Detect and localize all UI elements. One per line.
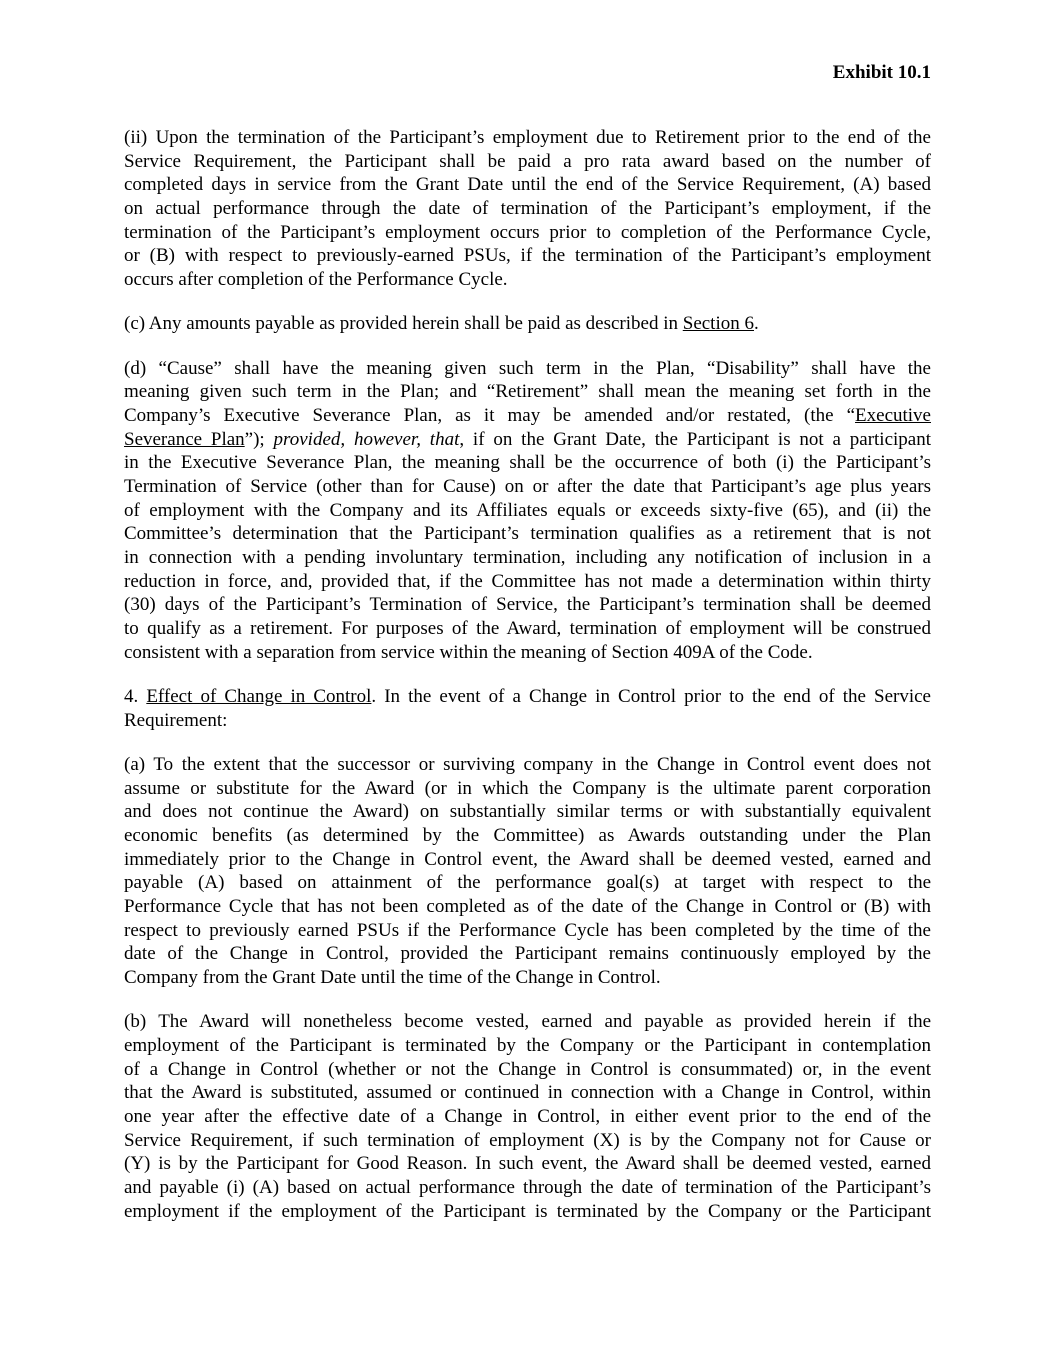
text-line: of a Change in Control (whether or not the Change in Control is consummated) or, in the event [124, 1058, 931, 1080]
text-segment: . [754, 313, 759, 335]
text-line: of employment with the Company and its Affiliates equals or exceeds sixty-five (65), and (ii) the [124, 499, 931, 521]
italic-text: provided, however, that [273, 428, 460, 450]
text-segment: Company’s Executive Severance Plan, as it may be amended and/or restated, (the “ [124, 404, 856, 426]
text-line: respect to previously earned PSUs if the Performance Cycle has been completed by the time of the [124, 919, 931, 941]
text-line: occurs after completion of the Performance Cycle. [124, 269, 508, 291]
text-line [124, 428, 931, 452]
text-line: and payable (i) (A) based on actual performance through the date of termination of the Participant’s [124, 1177, 931, 1198]
text-line: in connection with a pending involuntary termination, including any notification of inclusion in a [124, 547, 931, 568]
text-line: Termination of Service (other than for Cause) on or after the date that Participant’s age plus years [124, 475, 931, 497]
text-line [124, 312, 931, 336]
paragraph-b-termination-after-change [124, 1010, 931, 1223]
text-line: Service Requirement, if such termination of employment (X) is by the Company not for Cause or [124, 1129, 931, 1151]
text-segment: . In the event of a Change in Control prior to the end of the Service [371, 685, 931, 707]
text-line: economic benefits (as determined by the Committee) as Awards outstanding under the Plan [124, 824, 931, 846]
text-line: that the Award is substituted, assumed or continued in connection with a Change in Control, within [124, 1082, 931, 1104]
text-segment: (c) Any amounts payable as provided herein shall be paid as described in [124, 313, 683, 335]
text-line: Company from the Grant Date until the time of the Change in Control. [124, 967, 661, 988]
text-line: in the Executive Severance Plan, the meaning shall be the occurrence of both (i) the Participant’s [124, 452, 931, 474]
text-line: (d) “Cause” shall have the meaning given such term in the Plan, “Disability” shall have the [124, 357, 931, 379]
text-line: one year after the effective date of a Change in Control, in either event prior to the end of the [124, 1105, 931, 1127]
text-line: (Y) is by the Participant for Good Reason. In such event, the Award shall be deemed vested, earned [124, 1153, 931, 1175]
text-line: (b) The Award will nonetheless become vested, earned and payable as provided herein if the [124, 1011, 931, 1033]
underlined-reference: Effect of Change in Control [146, 685, 372, 707]
text-line: (a) To the extent that the successor or surviving company in the Change in Control event does not [124, 753, 931, 775]
paragraph-a-not-assumed [124, 753, 931, 990]
text-line: consistent with a separation from service within the meaning of Section 409A of the Code. [124, 641, 813, 663]
text-line: (ii) Upon the termination of the Participant’s employment due to Retirement prior to the end of the [124, 127, 931, 148]
text-line: (30) days of the Participant’s Termination of Service, the Participant’s termination shall be deemed [124, 594, 931, 616]
text-line: assume or substitute for the Award (or in which the Company is the ultimate parent corporation [124, 777, 931, 799]
text-line: employment of the Participant is terminated by the Company or the Participant in contemplation [124, 1034, 931, 1056]
text-line: or (B) with respect to previously-earned PSUs, if the termination of the Participant’s employment [124, 245, 931, 267]
underlined-reference: Severance Plan [124, 428, 245, 450]
text-line: to qualify as a retirement. For purposes of the Award, termination of employment will be construed [124, 618, 931, 640]
text-line: payable (A) based on attainment of the performance goal(s) at target with respect to the [124, 872, 931, 894]
text-line: employment if the employment of the Participant is terminated by the Company or the Participant [124, 1200, 931, 1222]
text-line: Requirement: [124, 709, 228, 731]
section-4-effect-of-change-in-control [124, 685, 931, 732]
text-line: Committee’s determination that the Participant’s termination qualifies as a retirement that is not [124, 523, 931, 545]
text-line: termination of the Participant’s employment occurs prior to completion of the Performance Cycle, [124, 221, 931, 243]
text-segment: ”); [244, 428, 274, 450]
paragraph-c-amounts-payable [124, 312, 931, 336]
document-body [124, 126, 931, 1244]
text-line [124, 685, 931, 709]
text-line: immediately prior to the Change in Control event, the Award shall be deemed vested, earned and [124, 848, 931, 870]
paragraph-d-definitions [124, 357, 931, 665]
text-line: completed days in service from the Grant Date until the end of the Service Requirement, (A) based [124, 174, 931, 196]
text-line: Performance Cycle that has not been completed as of the date of the Change in Control or (B) with [124, 895, 931, 917]
exhibit-label: Exhibit 10.1 [832, 62, 931, 83]
text-line: date of the Change in Control, provided the Participant remains continuously employed by the [124, 943, 931, 965]
text-line [124, 404, 931, 428]
text-line: reduction in force, and, provided that, if the Committee has not made a determination within thirty [124, 570, 931, 592]
text-line: and does not continue the Award) on substantially similar terms or with substantially equivalent [124, 801, 931, 823]
paragraph-ii-retirement [124, 126, 931, 292]
underlined-reference: Section 6 [682, 313, 754, 335]
text-line: Service Requirement, the Participant shall be paid a pro rata award based on the number of [124, 150, 931, 172]
text-segment: , if on the Grant Date, the Participant is not a participant [459, 428, 932, 450]
text-line: meaning given such term in the Plan; and “Retirement” shall mean the meaning set forth in the [124, 381, 931, 403]
text-line: on actual performance through the date of termination of the Participant’s employment, if the [124, 198, 931, 220]
text-segment: 4. [124, 685, 147, 707]
underlined-reference: Executive [855, 404, 931, 426]
